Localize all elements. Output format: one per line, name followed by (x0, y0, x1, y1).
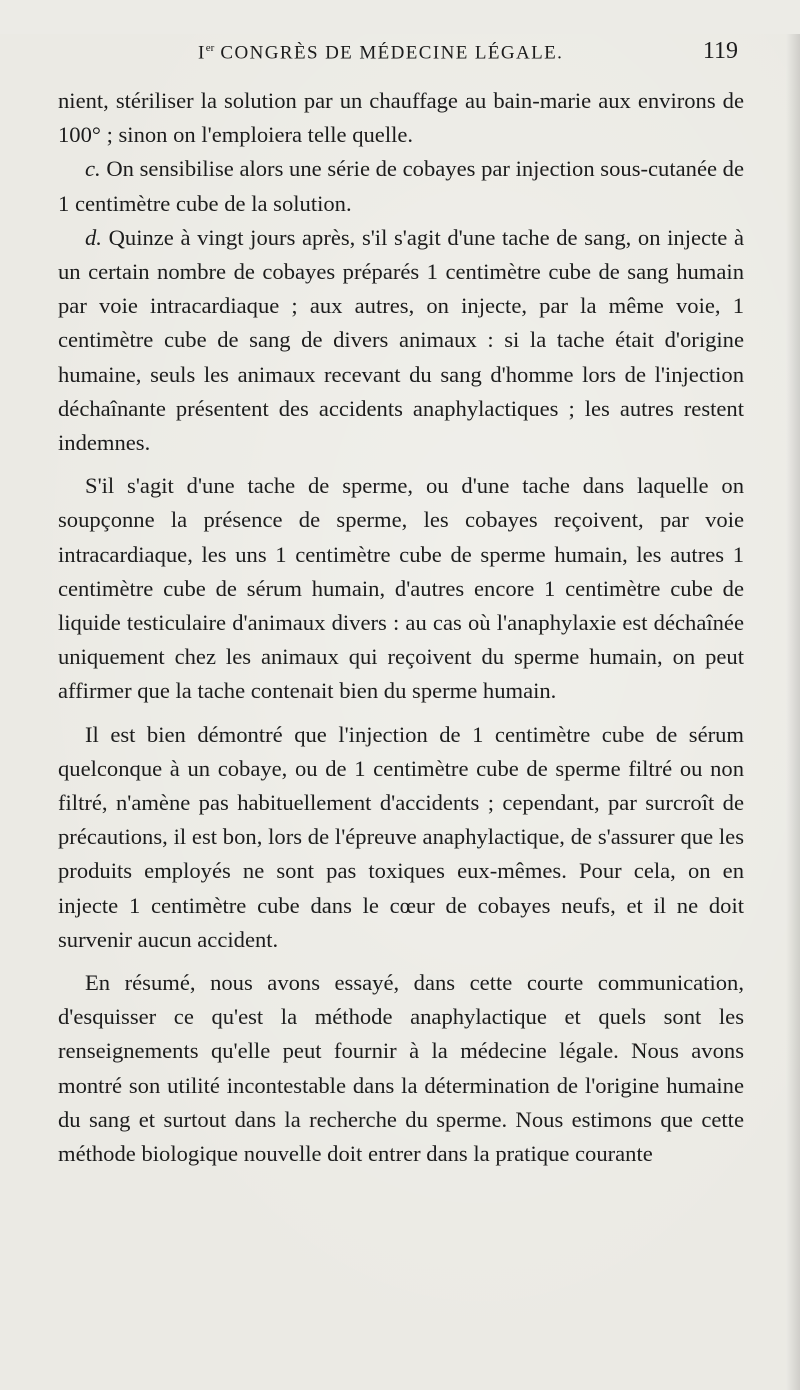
paragraph-text: On sensibilise alors une série de cobayes par injection sous-cutanée de 1 centimètre cube de la solution. (58, 156, 744, 216)
paragraph-step-c (58, 152, 744, 220)
title-ordinal: I (198, 42, 206, 64)
title-text: CONGRÈS DE MÉDECINE LÉGALE. (214, 42, 564, 64)
paragraph-precautions (58, 718, 744, 957)
body-text (58, 84, 744, 1171)
title-ordinal-superscript: er (205, 42, 215, 54)
running-head-title (198, 42, 563, 64)
step-label-d: d. (85, 224, 102, 250)
paragraph-text: S'il s'agit d'une tache de sperme, ou d'une tache dans laquelle on soupçonne la présence de sperme, les cobayes reçoivent, par voie intracardiaque, les uns 1 centimètre cube de sperme humain, les autres 1 centimètre cube de sérum humain, d'autres encore 1 centimètre cube de liquide testiculaire d'animaux divers : au cas où l'anaphylaxie est déchaînée uniquement chez les animaux qui reçoivent du sperme humain, on peut affirmer que la tache contenait bien du sperme humain. (58, 473, 744, 704)
paragraph-continuation (58, 84, 744, 152)
paragraph-text: Quinze à vingt jours après, s'il s'agit d'une tache de sang, on injecte à un certain nombre de cobayes préparés 1 centimètre cube de sang humain par voie intracardiaque ; aux autres, on injecte, par la même voie, 1 centimètre cube de sang de divers animaux : si la tache était d'origine humaine, seuls les animaux recevant du sang d'homme lors de l'injection déchaînante présentent des accidents anaphylactiques ; les autres restent indemnes. (58, 224, 744, 456)
running-head (58, 34, 744, 74)
paragraph-text: nient, stériliser la solution par un chauffage au bain-marie aux environs de 100° ; sinon on l'emploiera telle quelle. (58, 88, 744, 148)
book-page (0, 34, 800, 1390)
paragraph-text: En résumé, nous avons essayé, dans cette courte communication, d'esquisser ce qu'est la méthode anaphylactique et quels sont les renseignements qu'elle peut fournir à la médecine légale. Nous avons montré son utilité incontestable dans la détermination de l'origine humaine du sang et surtout dans la recherche du sperme. Nous estimons que cette méthode biologique nouvelle doit entrer dans la pratique courante (58, 970, 744, 1167)
paragraph-step-d (58, 221, 744, 460)
step-label-c: c. (85, 156, 101, 182)
paragraph-summary (58, 966, 744, 1171)
page-number: 119 (702, 38, 738, 64)
paragraph-sperm-stain (58, 469, 744, 708)
paragraph-text: Il est bien démontré que l'injection de 1 centimètre cube de sérum quelconque à un cobaye, ou de 1 centimètre cube de sperme filtré ou non filtré, n'amène pas habituellement d'accidents ; cependant, par surcroît de précautions, il est bon, lors de l'épreuve anaphylactique, de s'assurer que les produits employés ne sont pas toxiques eux-mêmes. Pour cela, on en injecte 1 centimètre cube dans le cœur de cobayes neufs, et il ne doit survenir aucun accident. (58, 721, 744, 952)
